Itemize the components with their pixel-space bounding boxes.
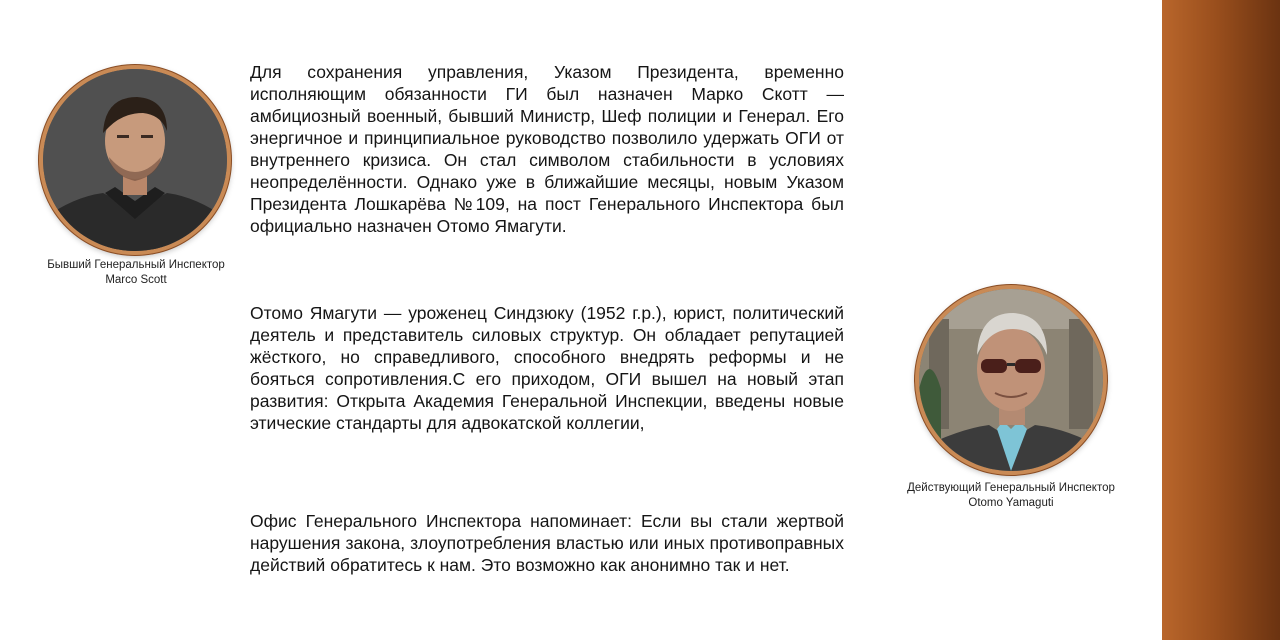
former-inspector-title: Бывший Генеральный Инспектор [47, 259, 225, 271]
paragraph-yamaguti-bio: Отомо Ямагути — уроженец Синдзюку (1952 г.р.), юрист, политический деятель и представитель силовых структур. Он обладает репутацией жёсткого, но справедливого, способного внедрять реформы и не бояться сопротивления.С его приходом, ОГИ вышел на новый этап развития: Открыта Академия Генеральной Инспекции, введены новые этические стандарты для адвокатской коллегии, [250, 303, 844, 433]
current-inspector-title: Действующий Генеральный Инспектор [907, 482, 1115, 494]
decorative-side-band [1162, 0, 1280, 640]
former-inspector-portrait [39, 65, 231, 255]
current-inspector-name: Otomo Yamaguti [968, 497, 1054, 509]
paragraph-office-notice: Офис Генерального Инспектора напоминает: Если вы стали жертвой нарушения закона, злоупотребления властью или иных противоправных действий обратитесь к нам. Это возможно как анонимно так и нет. [250, 511, 844, 575]
paragraph-appointment-history: Для сохранения управления, Указом Президента, временно исполняющим обязанности ГИ был назначен Марко Скотт — амбициозный военный, бывший Министр, Шеф полиции и Генерал. Его энергичное и принципиальное руководство позволило удержать ОГИ от внутреннего кризиса. Он стал символом стабильности в условиях неопределённости. Однако уже в ближайшие месяцы, новым Указом Президента Лошкарёва №109, на пост Генерального Инспектора был официально назначен Отомо Ямагути. [250, 62, 844, 236]
current-inspector-caption [884, 481, 1138, 511]
former-inspector-name: Marco Scott [105, 274, 167, 286]
current-inspector-photo [919, 289, 1103, 471]
former-inspector-caption [20, 258, 252, 288]
current-inspector-portrait [915, 285, 1107, 475]
former-inspector-photo [43, 69, 227, 251]
